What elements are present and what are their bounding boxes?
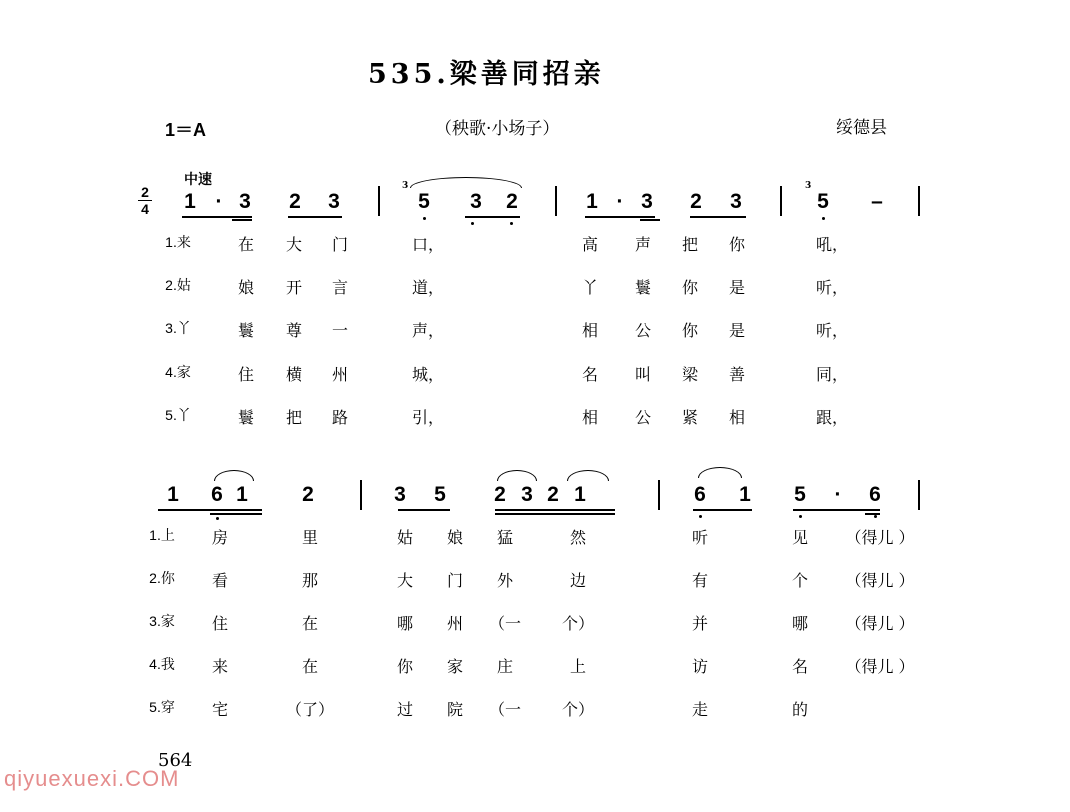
lyric-verse-4: 来 — [211, 657, 229, 676]
lyric-verse-4: 叫 — [634, 365, 652, 384]
note: 3 — [239, 190, 251, 213]
lyric-verse-1: 里 — [301, 528, 319, 547]
underline — [495, 513, 615, 515]
note: – — [871, 190, 883, 213]
lyric-verse-4: （得儿 ） — [845, 657, 915, 676]
note: 3 — [470, 190, 482, 213]
lyric-verse-3: （得儿 ） — [845, 614, 915, 633]
time-signature-numerator: 2 — [141, 184, 149, 200]
octave-dot — [822, 217, 825, 220]
note: · — [616, 190, 624, 213]
lyric-verse-3: 3.家 — [149, 613, 175, 629]
lyric-verse-2: 娘 — [237, 278, 255, 297]
note: 5 — [434, 483, 446, 506]
lyric-verse-2: 言 — [331, 278, 349, 297]
lyric-verse-2: 听， — [815, 278, 849, 297]
underline — [232, 219, 252, 221]
note: 2 — [690, 190, 702, 213]
lyric-verse-1: 高 — [581, 235, 599, 254]
lyric-verse-2: 有 — [691, 571, 709, 590]
lyric-verse-5: 把 — [285, 408, 303, 427]
underline — [793, 509, 880, 511]
page-number: 564 — [158, 750, 193, 771]
lyric-verse-5: 鬟 — [237, 408, 255, 427]
lyric-verse-2: 丫 — [581, 278, 599, 297]
lyric-verse-1: 口， — [411, 235, 445, 254]
grace-note: 3 — [805, 181, 812, 191]
underline — [865, 513, 880, 515]
lyric-verse-3: （一 — [488, 614, 522, 633]
lyric-verse-1: 声 — [634, 235, 652, 254]
lyric-verse-3: 州 — [446, 614, 464, 633]
lyric-verse-1: 你 — [728, 235, 746, 254]
lyric-verse-3: 尊 — [285, 321, 303, 340]
lyric-verse-5: 的 — [791, 700, 809, 719]
lyric-verse-1: 1.上 — [149, 527, 175, 543]
lyric-verse-2: 2.你 — [149, 570, 175, 586]
note: 2 — [506, 190, 518, 213]
lyric-verse-4: 你 — [396, 657, 414, 676]
note: 1 — [167, 483, 179, 506]
slur — [214, 470, 254, 481]
lyric-verse-1: 大 — [285, 235, 303, 254]
lyric-verse-4: 善 — [728, 365, 746, 384]
barline — [780, 186, 782, 216]
lyric-verse-5: 宅 — [211, 700, 229, 719]
underline — [495, 509, 615, 511]
lyric-verse-5: 路 — [331, 408, 349, 427]
octave-dot — [874, 515, 877, 518]
note: 3 — [328, 190, 340, 213]
lyric-verse-4: 在 — [301, 657, 319, 676]
note: 2 — [302, 483, 314, 506]
lyric-verse-1: 把 — [681, 235, 699, 254]
note: 5 — [794, 483, 806, 506]
octave-dot — [471, 222, 474, 225]
slur — [567, 470, 609, 481]
note: 3 — [730, 190, 742, 213]
lyric-verse-5: 引， — [411, 408, 445, 427]
lyric-verse-5: 过 — [396, 700, 414, 719]
note: 6 — [694, 483, 706, 506]
lyric-verse-4: 名 — [791, 657, 809, 676]
lyric-verse-5: 相 — [728, 408, 746, 427]
octave-dot — [699, 515, 702, 518]
lyric-verse-2: 你 — [681, 278, 699, 297]
lyric-verse-1: （得儿 ） — [845, 528, 915, 547]
octave-dot — [423, 217, 426, 220]
lyric-verse-3: 听， — [815, 321, 849, 340]
lyric-verse-4: 城， — [411, 365, 445, 384]
lyric-verse-5: 紧 — [681, 408, 699, 427]
lyric-verse-5: （了） — [285, 700, 335, 719]
barline — [918, 480, 920, 510]
region-label: 绥德县 — [836, 118, 887, 138]
lyric-verse-2: 门 — [446, 571, 464, 590]
note: · — [215, 190, 223, 213]
lyric-verse-1: 听 — [691, 528, 709, 547]
lyric-verse-5: 跟， — [815, 408, 849, 427]
lyric-verse-5: 5.丫 — [165, 407, 191, 423]
note: 5 — [418, 190, 430, 213]
octave-dot — [799, 515, 802, 518]
lyric-verse-5: 个） — [561, 700, 595, 719]
underline — [182, 216, 252, 218]
barline — [555, 186, 557, 216]
lyric-verse-5: 5.穿 — [149, 699, 175, 715]
octave-dot — [510, 222, 513, 225]
lyric-verse-3: 声， — [411, 321, 445, 340]
note: 2 — [547, 483, 559, 506]
lyric-verse-3: 在 — [301, 614, 319, 633]
lyric-verse-5: 相 — [581, 408, 599, 427]
lyric-verse-3: 哪 — [791, 614, 809, 633]
lyric-verse-3: 哪 — [396, 614, 414, 633]
key-signature: 1＝A — [165, 120, 207, 140]
lyric-verse-3: 个） — [561, 614, 595, 633]
lyric-verse-3: 你 — [681, 321, 699, 340]
lyric-verse-2: 鬟 — [634, 278, 652, 297]
lyric-verse-1: 见 — [791, 528, 809, 547]
time-signature — [138, 184, 152, 217]
song-title: 535.梁善同招亲 — [368, 59, 605, 90]
note: 1 — [586, 190, 598, 213]
note: 3 — [394, 483, 406, 506]
lyric-verse-2: 道， — [411, 278, 445, 297]
note: 2 — [289, 190, 301, 213]
note: 6 — [211, 483, 223, 506]
lyric-verse-4: 住 — [237, 365, 255, 384]
underline — [693, 509, 752, 511]
note: 1 — [574, 483, 586, 506]
barline — [360, 480, 362, 510]
underline — [585, 216, 655, 218]
note: 1 — [739, 483, 751, 506]
lyric-verse-2: 个 — [791, 571, 809, 590]
lyric-verse-4: 上 — [569, 657, 587, 676]
note: 1 — [236, 483, 248, 506]
lyric-verse-4: 4.家 — [165, 364, 191, 380]
lyric-verse-2: （得儿 ） — [845, 571, 915, 590]
note: · — [834, 483, 842, 506]
lyric-verse-3: 相 — [581, 321, 599, 340]
lyric-verse-1: 然 — [569, 528, 587, 547]
lyric-verse-1: 猛 — [496, 528, 514, 547]
note: 1 — [184, 190, 196, 213]
lyric-verse-2: 开 — [285, 278, 303, 297]
lyric-verse-3: 公 — [634, 321, 652, 340]
underline — [210, 513, 262, 515]
time-signature-denominator: 4 — [141, 201, 149, 217]
lyric-verse-5: （一 — [488, 700, 522, 719]
lyric-verse-1: 娘 — [446, 528, 464, 547]
octave-dot — [216, 517, 219, 520]
lyric-verse-5: 走 — [691, 700, 709, 719]
lyric-verse-2: 边 — [569, 571, 587, 590]
underline — [398, 509, 450, 511]
lyric-verse-4: 访 — [691, 657, 709, 676]
underline — [158, 509, 262, 511]
note: 3 — [641, 190, 653, 213]
lyric-verse-4: 家 — [446, 657, 464, 676]
underline — [640, 219, 660, 221]
slur — [497, 470, 537, 481]
lyric-verse-5: 公 — [634, 408, 652, 427]
lyric-verse-3: 住 — [211, 614, 229, 633]
lyric-verse-1: 姑 — [396, 528, 414, 547]
lyric-verse-4: 名 — [581, 365, 599, 384]
lyric-verse-2: 2.姑 — [165, 277, 191, 293]
lyric-verse-3: 是 — [728, 321, 746, 340]
lyric-verse-2: 看 — [211, 571, 229, 590]
underline — [690, 216, 746, 218]
note: 6 — [869, 483, 881, 506]
slur — [698, 467, 742, 478]
lyric-verse-2: 大 — [396, 571, 414, 590]
tempo-marking: 中速 — [184, 172, 212, 188]
lyric-verse-4: 4.我 — [149, 656, 175, 672]
slur — [410, 177, 522, 188]
lyric-verse-2: 是 — [728, 278, 746, 297]
lyric-verse-3: 3.丫 — [165, 320, 191, 336]
lyric-verse-3: 一 — [331, 321, 349, 340]
lyric-verse-1: 吼， — [815, 235, 849, 254]
lyric-verse-2: 那 — [301, 571, 319, 590]
underline — [288, 216, 342, 218]
lyric-verse-3: 鬟 — [237, 321, 255, 340]
lyric-verse-1: 房 — [211, 528, 229, 547]
barline — [918, 186, 920, 216]
note: 5 — [817, 190, 829, 213]
underline — [465, 216, 520, 218]
note: 2 — [494, 483, 506, 506]
lyric-verse-5: 院 — [446, 700, 464, 719]
grace-note: 3 — [402, 181, 409, 191]
lyric-verse-4: 州 — [331, 365, 349, 384]
barline — [658, 480, 660, 510]
lyric-verse-2: 外 — [496, 571, 514, 590]
lyric-verse-4: 同， — [815, 365, 849, 384]
lyric-verse-4: 梁 — [681, 365, 699, 384]
barline — [378, 186, 380, 216]
lyric-verse-4: 庄 — [496, 657, 514, 676]
watermark: qiyuexuexi.COM — [4, 766, 180, 791]
lyric-verse-1: 门 — [331, 235, 349, 254]
lyric-verse-1: 在 — [237, 235, 255, 254]
lyric-verse-4: 横 — [285, 365, 303, 384]
lyric-verse-3: 并 — [691, 614, 709, 633]
genre-label: （秧歌·小场子） — [435, 119, 560, 139]
note: 3 — [521, 483, 533, 506]
lyric-verse-1: 1.来 — [165, 234, 191, 250]
